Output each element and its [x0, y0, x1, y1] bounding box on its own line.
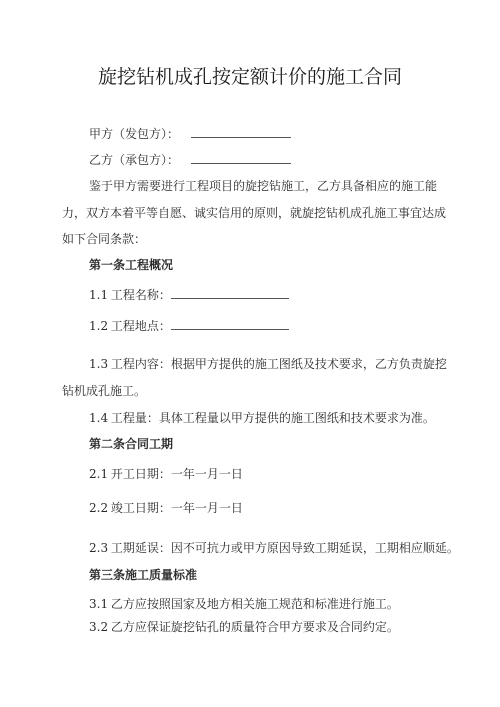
clause-3-2: [89, 619, 399, 635]
article-3-heading: 第三条施工质量标准: [89, 568, 198, 582]
clause-text: 工程量：具体工程量以甲方提供的施工图纸和技术要求为准。: [110, 411, 435, 425]
clause-3-1: [89, 596, 399, 612]
party-a-line: [89, 125, 291, 142]
party-b-blank[interactable]: [191, 151, 291, 164]
clause-number: 2.3: [89, 541, 109, 555]
clause-2-1: [89, 466, 243, 482]
clause-number: 1.4: [89, 411, 109, 425]
intro-line-2: 力，双方本着平等自愿、诚实信用的原则，就旋挖钻机成孔施工事宜达成: [62, 206, 447, 220]
project-location-blank[interactable]: [171, 317, 289, 330]
clause-2-3: [89, 540, 459, 556]
clause-1-3-continuation: 钻机成孔施工。: [62, 384, 147, 398]
party-a-label: 甲方（发包方）：: [89, 127, 180, 141]
clause-number: 2.1: [89, 467, 109, 481]
intro-line-1: 鉴于甲方需要进行工程项目的旋挖钻施工，乙方具备相应的施工能: [89, 179, 438, 193]
intro-line-3: 如下合同条款：: [62, 232, 147, 246]
article-2-heading: 第二条合同工期: [89, 437, 174, 451]
clause-text: 乙方应保证旋挖钻孔的质量符合甲方要求及合同约定。: [110, 620, 399, 634]
clause-label: 工程地点：: [110, 319, 171, 333]
clause-text: 竣工日期：一年一月一日: [110, 501, 243, 515]
clause-text: 乙方应按照国家及地方相关施工规范和标准进行施工。: [110, 597, 399, 611]
clause-text: 开工日期：一年一月一日: [110, 467, 243, 481]
clause-label: 工程名称：: [110, 288, 171, 302]
clause-1-1: [89, 286, 289, 303]
party-b-label: 乙方（承包方）：: [89, 153, 180, 167]
article-1-heading: 第一条工程概况: [89, 258, 174, 272]
clause-text: 工期延误：因不可抗力或甲方原因导致工期延误，工期相应顺延。: [110, 541, 459, 555]
clause-number: 1.3: [89, 357, 109, 371]
clause-number: 3.1: [89, 597, 109, 611]
party-a-blank[interactable]: [191, 125, 291, 138]
clause-2-2: [89, 500, 243, 516]
project-name-blank[interactable]: [171, 286, 289, 299]
clause-number: 3.2: [89, 620, 109, 634]
clause-number: 2.2: [89, 501, 109, 515]
clause-number: 1.2: [89, 319, 109, 333]
document-title: 旋挖钻机成孔按定额计价的施工合同: [97, 66, 402, 88]
clause-number: 1.1: [89, 288, 109, 302]
clause-1-2: [89, 317, 289, 334]
clause-1-3: [89, 356, 447, 372]
party-b-line: [89, 151, 291, 168]
clause-text: 工程内容：根据甲方提供的施工图纸及技术要求，乙方负责旋挖: [110, 357, 447, 371]
clause-1-4: [89, 410, 435, 426]
